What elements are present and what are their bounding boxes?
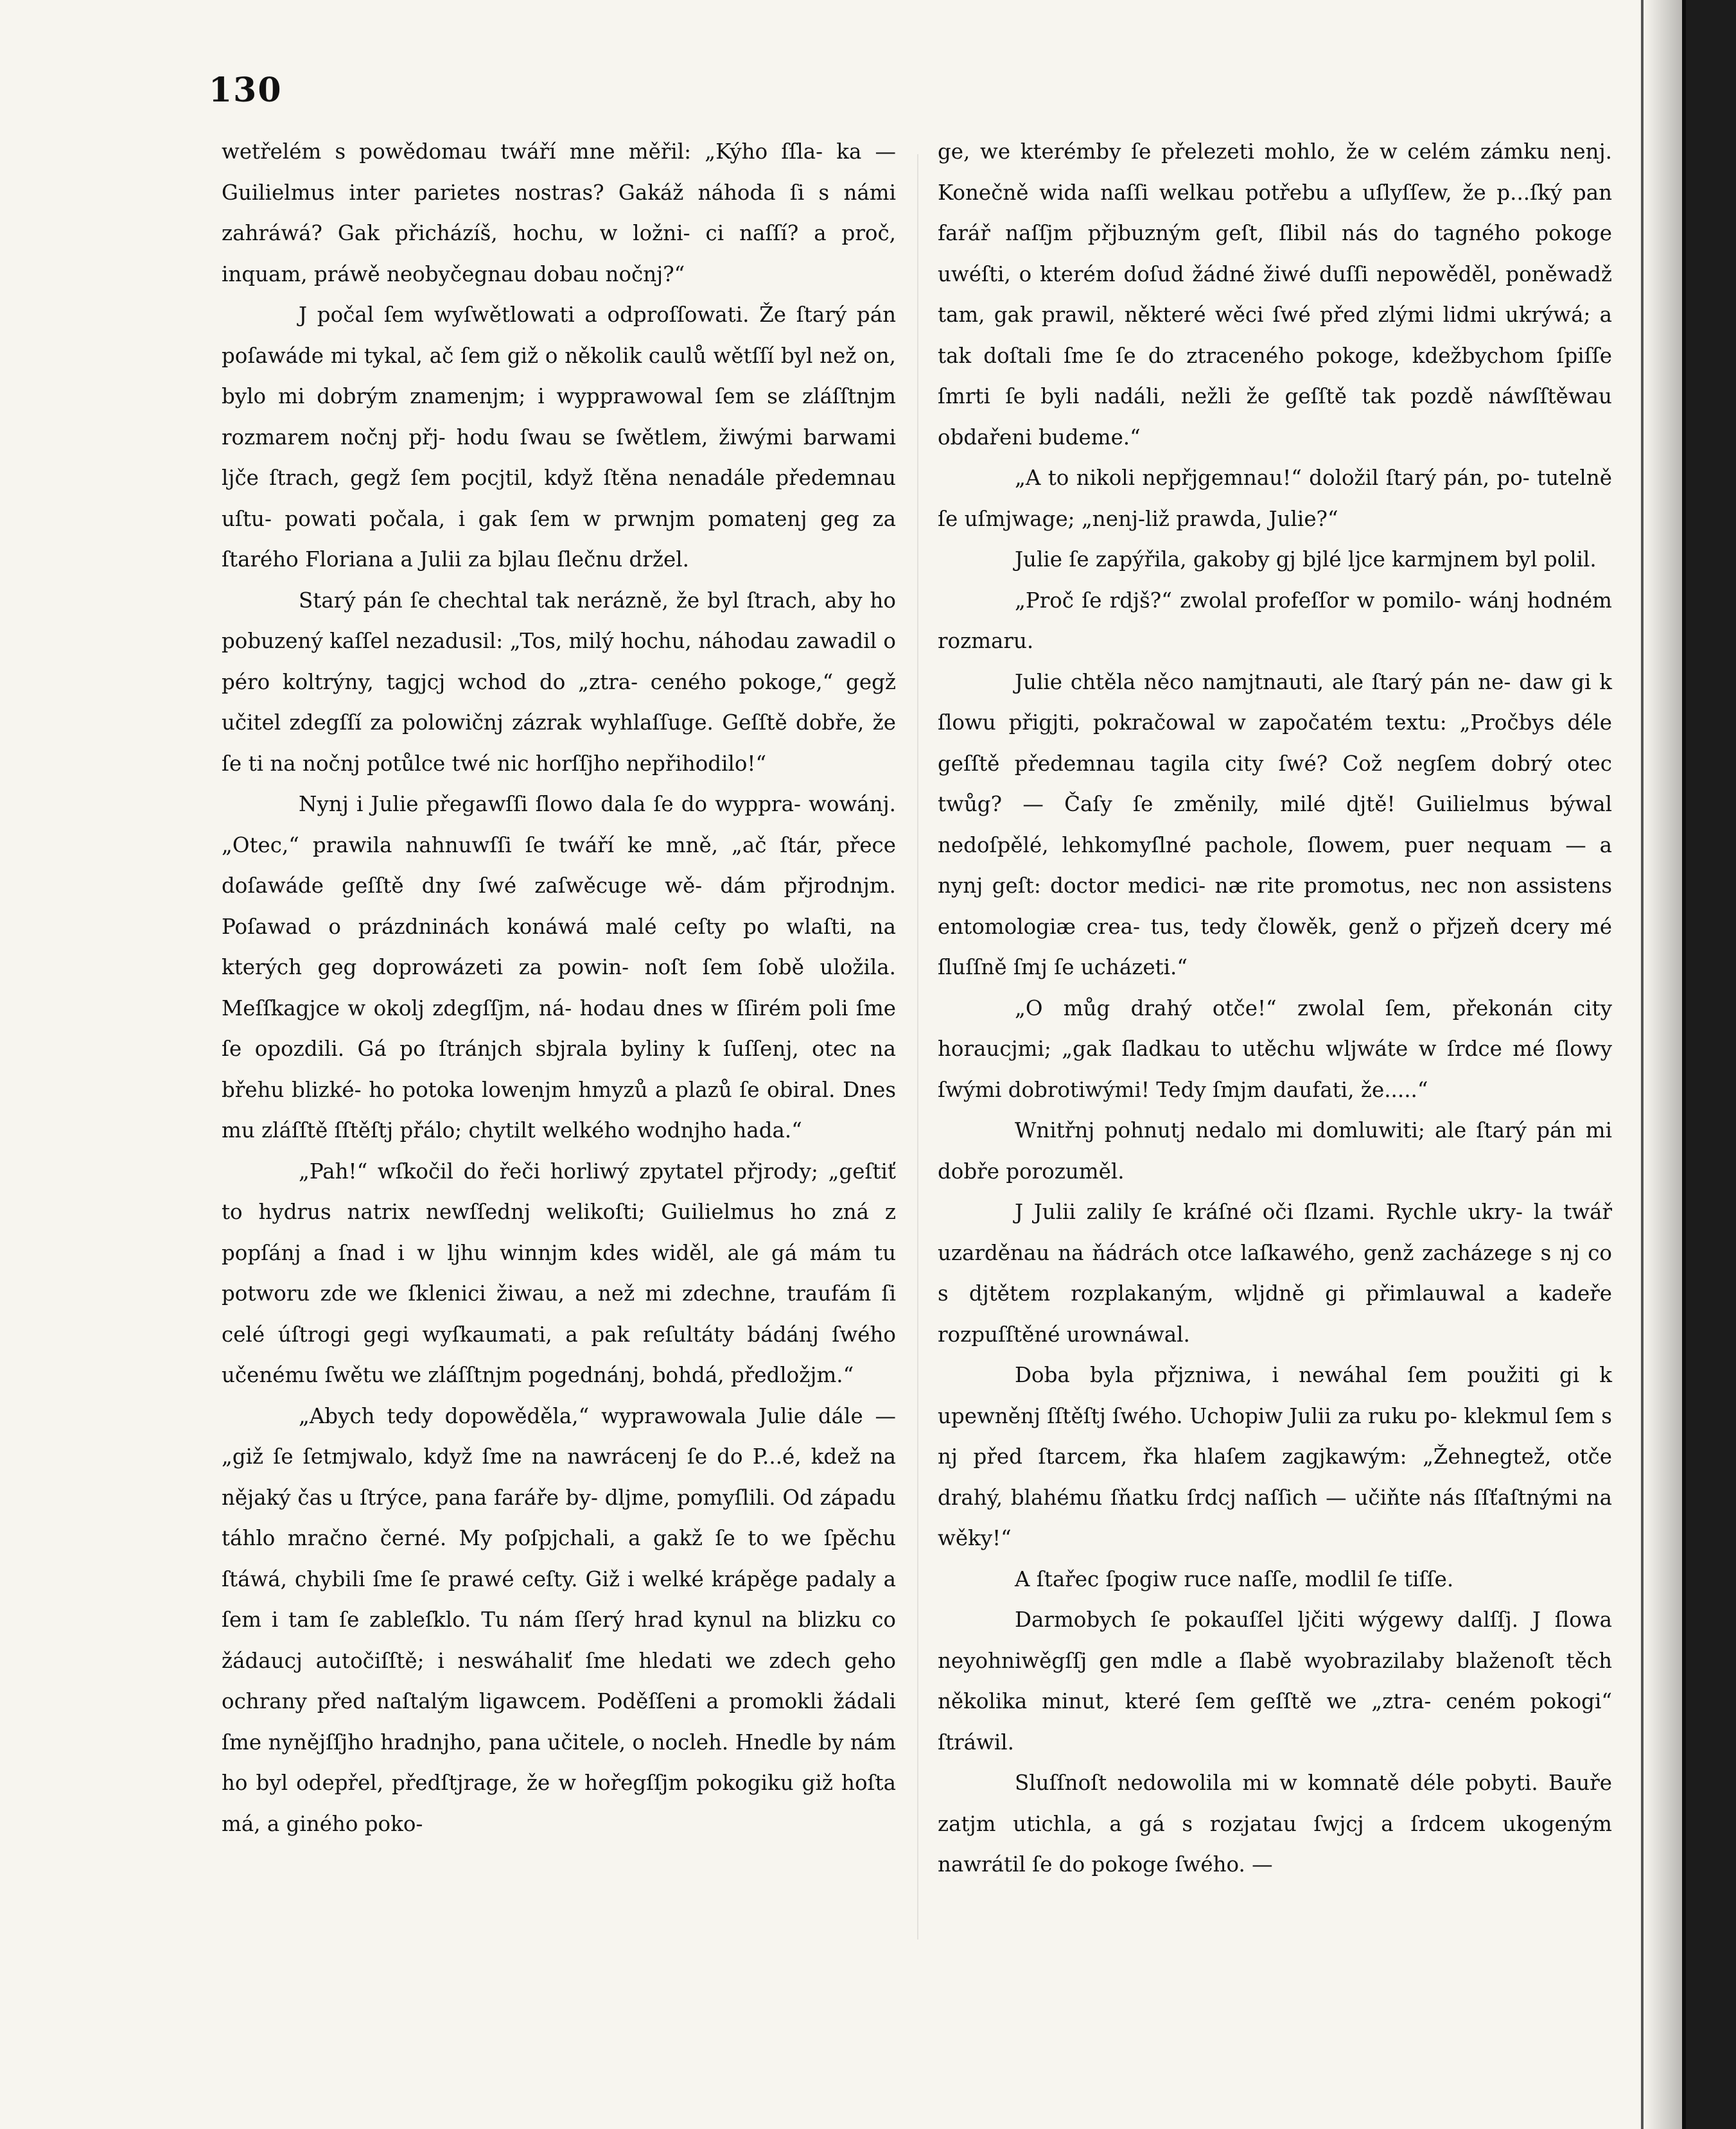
paragraph: „Proč ſe rdjš?“ zwolal profeſſor w pomilo- wánj hodném rozmaru. bbox=[938, 588, 1612, 653]
paragraph: J Julii zalily ſe kráſné oči ſlzami. Rychle ukry- la twář uzarděnau na ňádrách otce laſkawého, genž zacházege s nj co s djtětem rozplakaným, wljdně gi přimlauwal a kadeře rozpuſſtěné urownáwal. bbox=[938, 1200, 1612, 1347]
paragraph: „Pah!“ wſkočil do řeči horliwý zpytatel přjrody; „geſtiť to hydrus natrix newſſednj welikoſti; Guilielmus ho zná z popſánj a ſnad i w ljhu winnjm kdes widěl, ale gá mám tu potworu zde we ſklenici žiwau, a než mi zdechne, traufám ſi celé úſtrogi gegi wyſkaumati, a pak reſultáty bádánj ſwého učenému ſwětu we zláſſtnjm pogednánj, bohdá, předložjm.“ bbox=[222, 1159, 896, 1387]
paragraph: Julie ſe zapýřila, gakoby gj bjlé ljce karmjnem byl polil. bbox=[1015, 547, 1597, 572]
page-edge bbox=[1641, 0, 1644, 2129]
page-fold-shadow bbox=[1644, 0, 1682, 2129]
paragraph: Sluſſnoſt nedowolila mi w komnatě déle pobyti. Bauře zatjm utichla, a gá s rozjatau ſwjcj a ſrdcem ukogeným nawrátil ſe do pokoge ſwého. — bbox=[938, 1771, 1612, 1877]
paragraph: „Abych tedy dopowěděla,“ wyprawowala Julie dále — „giž ſe ſetmjwalo, když ſme na nawrácenj ſe do P...é, kdež na nějaký čas u ſtrýce, pana faráře by- dljme, pomyſlili. Od západu táhlo mračno černé. My poſpjchali, a gakž ſe to we ſpěchu ſtáwá, chybili ſme ſe prawé ceſty. Giž i welké krápěge padaly a ſem i tam ſe zableſklo. Tu nám ſſerý hrad kynul na blizku co žádaucj autočiſſtě; i neswáhaliť ſme hledati we zdech geho ochrany před naſtalým ligawcem. Poděſſeni a promokli žádali ſme nynějſſjho hradnjho, pana učitele, o nocleh. Hnedle by nám ho byl odepřel, předſtjrage, že w hořegſſjm pokogiku giž hoſta má, a giného poko- bbox=[222, 1403, 896, 1836]
column-gutter bbox=[917, 154, 918, 1940]
paragraph: Wnitřnj pohnutj nedalo mi domluwiti; ale ſtarý pán mi dobře porozuměl. bbox=[938, 1118, 1612, 1184]
paragraph: „O můg drahý otče!“ zwolal ſem, překonán city horaucjmi; „gak ſladkau to utěchu wljwáte w ſrdce mé ſlowy ſwými dobrotiwými! Tedy ſmjm daufati, že.....“ bbox=[938, 995, 1612, 1102]
paragraph: Starý pán ſe chechtal tak nerázně, že byl ſtrach, aby ho pobuzený kaſſel nezadusil: „Tos, milý hochu, náhodau zawadil o péro koltrýny, tagjcj wchod do „ztra- ceného pokoge,“ gegž učitel zdegſſí za polowičnj zázrak wyhlaſſuge. Geſſtě dobře, že ſe ti na nočnj potůlce twé nic horſſjho nepřihodilo!“ bbox=[222, 588, 896, 776]
paragraph: Darmobych ſe pokauſſel ljčiti wýgewy dalſſj. J ſlowa neyohniwěgſſj gen mdle a ſlabě wyobrazilaby blaženoſt těch několika minut, které ſem geſſtě we „ztra- ceném pokogi“ ſtráwil. bbox=[938, 1608, 1612, 1755]
paragraph: „A to nikoli nepřjgemnau!“ doložil ſtarý pán, po- tutelně ſe uſmjwage; „nenj-liž prawda, Julie?“ bbox=[938, 466, 1612, 531]
paragraph: Doba byla přjzniwa, i newáhal ſem použiti gi k upewněnj ſſtěſtj ſwého. Uchopiw Julii za ruku po- klekmul ſem s nj před ſtarcem, řka hlaſem zagjkawým: „Žehnegtež, otče drahý, blahému ſňatku ſrdcj naſſich — učiňte nás ſſťaſtnými na wěky!“ bbox=[938, 1363, 1612, 1550]
left-text-column bbox=[222, 132, 896, 1844]
paragraph: A ſtařec ſpogiw ruce naſſe, modlil ſe tiſſe. bbox=[1015, 1566, 1454, 1591]
right-text-column bbox=[938, 132, 1612, 1886]
paragraph: ge, we kterémby ſe přelezeti mohlo, že w celém zámku nenj. Konečně wida naſſi welkau potřebu a uſlyſſew, že p...ſký pan farář naſſjm přjbuzným geſt, ſlibil nás do tagného pokoge uwéſti, o kterém doſud žádné žiwé duſſi nepowěděl, poněwadž tam, gak prawil, některé wěci ſwé před zlými lidmi ukrýwá; a tak doſtali ſme ſe do ztraceného pokoge, kdežbychom ſpiſſe ſmrti ſe byli nadáli, nežli že geſſtě tak pozdě náwſſtěwau obdařeni budeme.“ bbox=[938, 139, 1612, 450]
page-number: 130 bbox=[209, 71, 283, 110]
paragraph: Julie chtěla něco namjtnauti, ale ſtarý pán ne- daw gi k ſlowu přigjti, pokračowal w započatém textu: „Pročbys déle geſſtě předemnau tagila city ſwé? Což negſem dobrý otec twůg? — Čaſy ſe změnily, milé djtě! Guilielmus býwal nedoſpělé, lehkomyſlné pachole, ſlowem, puer nequam — a nynj geſt: doctor medici- næ rite promotus, nec non assistens entomologiæ crea- tus, tedy člowěk, genž o přjzeň dcery mé ſluſſně ſmj ſe ucházeti.“ bbox=[938, 669, 1612, 979]
paragraph: wetřelém s powědomau twáří mne měřil: „Kýho ſſla- ka — Guilielmus inter parietes nostras? Gakáž náhoda ſi s námi zahráwá? Gak přicházíš, hochu, w ložni- ci naſſí? a proč, inquam, práwě neobyčegnau dobau nočnj?“ bbox=[222, 139, 896, 286]
paragraph: J počal ſem wyſwětlowati a odproſſowati. Že ſtarý pán poſawáde mi tykal, ač ſem giž o několik caulů wětſſí byl než on, bylo mi dobrým znamenjm; i wypprawowal ſem se zláſſtnjm rozmarem nočnj přj- hodu ſwau se ſwětlem, žiwými barwami ljče ſtrach, gegž ſem pocjtil, když ſtěna nenadále předemnau uſtu- powati počala, i gak ſem w prwnjm pomatenj geg za ſtarého Floriana a Julii za bjlau ſlečnu držel. bbox=[222, 302, 896, 572]
paragraph: Nynj i Julie přegawſſi ſlowo dala ſe do wyppra- wowánj. „Otec,“ prawila nahnuwſſi ſe twáří ke mně, „ač ſtár, přece doſawáde geſſtě dny ſwé zaſwěcuge wě- dám přjrodnjm. Poſawad o prázdninách konáwá malé ceſty po wlaſti, na kterých geg doprowázeti za powin- noſt ſem ſobě uložila. Meſſkagjce w okolj zdegſſjm, ná- hodau dnes w ſſirém poli ſme ſe opozdili. Gá po ſtránjch sbjrala byliny k ſuſſenj, otec na břehu blizké- ho potoka lowenjm hmyzů a plazů ſe obiral. Dnes mu zláſſtě ſſtěſtj přálo; chytilt welkého wodnjho hada.“ bbox=[222, 792, 896, 1143]
